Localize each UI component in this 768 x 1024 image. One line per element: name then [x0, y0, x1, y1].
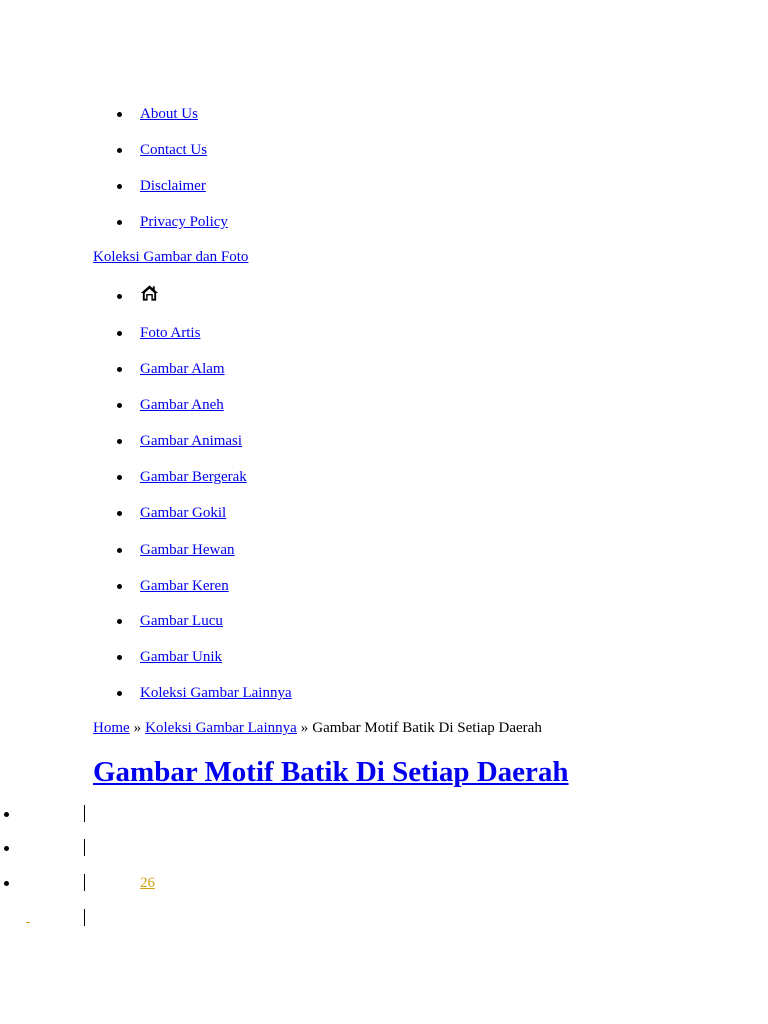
bullet: [4, 846, 9, 851]
site-title-link[interactable]: Koleksi Gambar dan Foto: [93, 249, 249, 265]
gambar-bergerak-link[interactable]: Gambar Bergerak: [140, 469, 247, 485]
share-link[interactable]: [26, 922, 30, 923]
main-nav-item-home: [140, 286, 159, 306]
post-title: [93, 752, 569, 792]
main-nav-item-gambar-aneh: [140, 395, 224, 415]
main-nav-item-gambar-unik: [140, 647, 222, 667]
breadcrumb: [93, 718, 542, 738]
breadcrumb-current: Gambar Motif Batik Di Setiap Daerah: [312, 720, 542, 736]
gambar-unik-link[interactable]: Gambar Unik: [140, 649, 223, 665]
gambar-alam-link[interactable]: Gambar Alam: [140, 361, 225, 377]
contact-us-link[interactable]: Contact Us: [140, 142, 208, 158]
breadcrumb-separator: »: [300, 720, 309, 736]
main-nav-item-foto-artis: [140, 323, 200, 343]
bullet: [4, 881, 9, 886]
main-nav-item-gambar-hewan: [140, 540, 235, 560]
meta-divider: [84, 874, 85, 891]
main-nav-item-gambar-bergerak: [140, 467, 247, 487]
comment-count-link[interactable]: 26: [140, 875, 155, 891]
gambar-animasi-link[interactable]: Gambar Animasi: [140, 433, 243, 449]
meta-item-1: [0, 804, 200, 824]
breadcrumb-home-link[interactable]: Home: [93, 720, 130, 736]
main-nav-item-gambar-gokil: [140, 503, 226, 523]
about-us-link[interactable]: About Us: [140, 106, 198, 122]
meta-item-2: [0, 838, 200, 858]
bullet: [4, 812, 9, 817]
breadcrumb-category-link[interactable]: Koleksi Gambar Lainnya: [145, 720, 297, 736]
top-nav-item-about: [140, 104, 198, 124]
gambar-hewan-link[interactable]: Gambar Hewan: [140, 542, 235, 558]
main-nav-item-gambar-animasi: [140, 431, 242, 451]
foto-artis-link[interactable]: Foto Artis: [140, 325, 201, 341]
meta-divider: [84, 909, 85, 926]
top-nav-item-disclaimer: [140, 176, 206, 196]
meta-divider: [84, 805, 85, 822]
meta-item-comments: [0, 873, 200, 893]
main-nav-item-koleksi-lainnya: [140, 683, 292, 703]
top-nav-item-privacy: [140, 212, 228, 232]
gambar-lucu-link[interactable]: Gambar Lucu: [140, 613, 223, 629]
meta-divider: [84, 839, 85, 856]
gambar-gokil-link[interactable]: Gambar Gokil: [140, 505, 227, 521]
koleksi-gambar-lainnya-link[interactable]: Koleksi Gambar Lainnya: [140, 685, 292, 701]
main-nav-item-gambar-lucu: [140, 611, 223, 631]
privacy-policy-link[interactable]: Privacy Policy: [140, 214, 228, 230]
main-nav-item-gambar-alam: [140, 359, 225, 379]
site-title-wrapper: [93, 247, 248, 267]
main-nav-item-gambar-keren: [140, 576, 229, 596]
post-title-link[interactable]: Gambar Motif Batik Di Setiap Daerah: [93, 756, 569, 788]
top-nav-item-contact: [140, 140, 207, 160]
home-icon: [140, 284, 159, 302]
gambar-aneh-link[interactable]: Gambar Aneh: [140, 397, 224, 413]
home-link[interactable]: [140, 288, 159, 304]
disclaimer-link[interactable]: Disclaimer: [140, 178, 206, 194]
gambar-keren-link[interactable]: Gambar Keren: [140, 578, 229, 594]
breadcrumb-separator: »: [133, 720, 142, 736]
